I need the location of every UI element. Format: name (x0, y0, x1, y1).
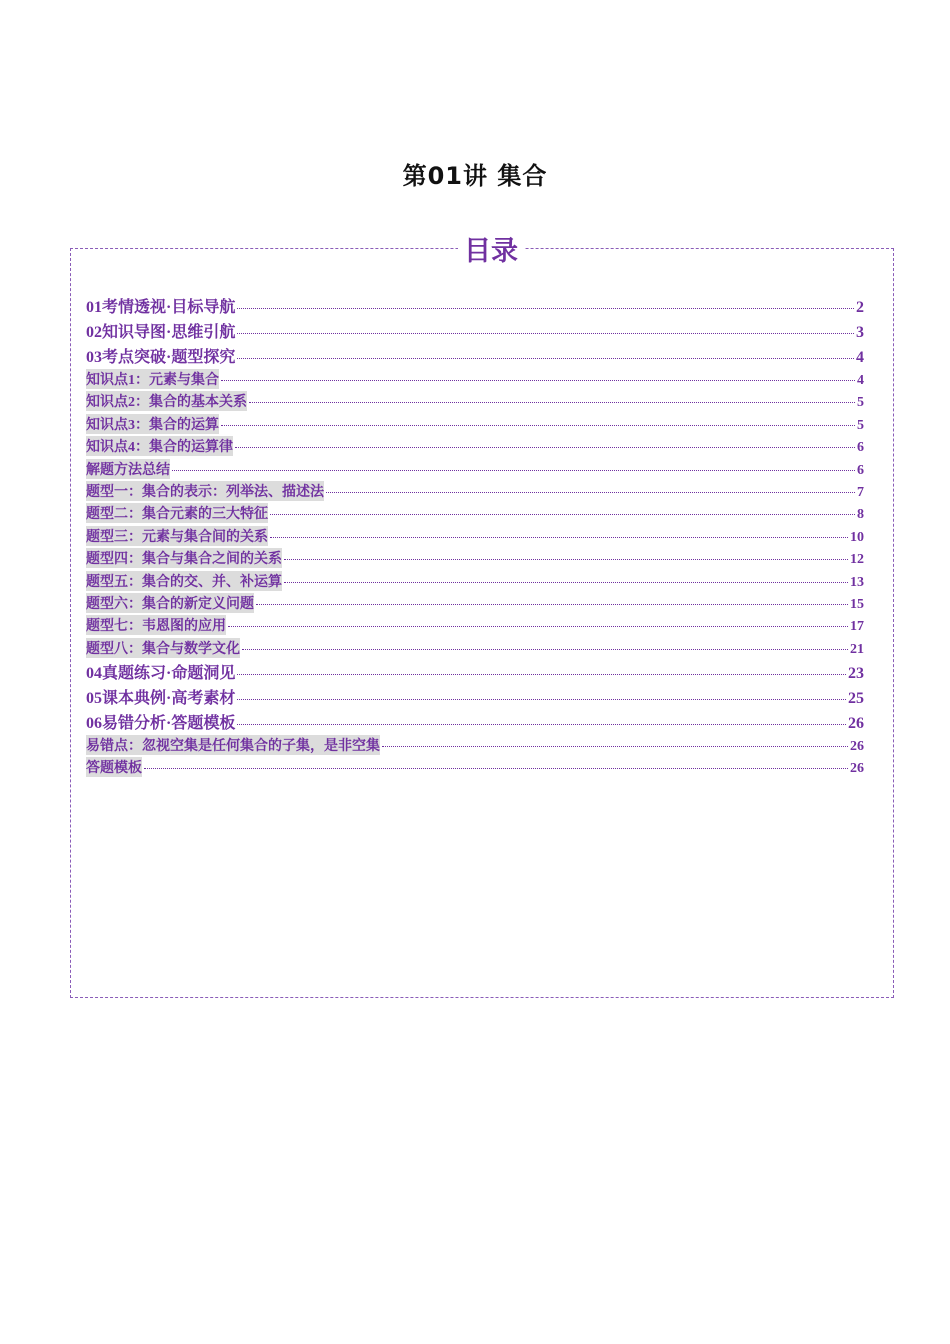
toc-entry-label[interactable]: 04真题练习·命题洞见 (86, 665, 236, 683)
toc-entry-label[interactable]: 题型五：集合的交、并、补运算 (86, 571, 282, 591)
toc-entry-page-number[interactable]: 13 (850, 574, 864, 590)
toc-dot-leader (326, 492, 855, 493)
toc-entry-label[interactable]: 知识点2：集合的基本关系 (86, 391, 247, 411)
toc-heading-text: 目录 (458, 236, 524, 267)
toc-entry-label[interactable]: 易错点：忽视空集是任何集合的子集，是非空集 (86, 735, 380, 755)
toc-entry-page-number[interactable]: 8 (857, 507, 864, 523)
toc-dot-leader (284, 559, 848, 560)
toc-entry[interactable] (86, 571, 864, 593)
toc-entry[interactable] (86, 685, 864, 710)
toc-entry-page-number[interactable]: 7 (857, 484, 864, 500)
toc-entry-page-number[interactable]: 10 (850, 529, 864, 545)
toc-entry[interactable] (86, 414, 864, 436)
toc-entry-label[interactable]: 题型六：集合的新定义问题 (86, 593, 254, 613)
toc-entry-page-number[interactable]: 26 (850, 739, 864, 755)
toc-dot-leader (237, 674, 846, 675)
toc-entry[interactable] (86, 344, 864, 369)
toc-entry-page-number[interactable]: 4 (856, 349, 864, 366)
toc-entry[interactable] (86, 735, 864, 757)
toc-dot-leader (270, 514, 855, 515)
toc-entry-label[interactable]: 题型四：集合与集合之间的关系 (86, 548, 282, 568)
toc-dot-leader (237, 333, 854, 334)
toc-entry-page-number[interactable]: 26 (850, 761, 864, 777)
toc-entry[interactable] (86, 436, 864, 458)
toc-entry-page-number[interactable]: 5 (857, 395, 864, 411)
toc-entry[interactable] (86, 526, 864, 548)
toc-heading (0, 234, 950, 270)
toc-entry[interactable] (86, 503, 864, 525)
toc-dot-leader (270, 537, 848, 538)
toc-list (86, 294, 864, 780)
toc-entry-page-number[interactable]: 23 (848, 665, 864, 683)
toc-entry-label[interactable]: 知识点1：元素与集合 (86, 369, 219, 389)
toc-dot-leader (237, 358, 854, 359)
toc-dot-leader (172, 470, 855, 471)
toc-entry-label[interactable]: 03考点突破·题型探究 (86, 349, 236, 366)
toc-dot-leader (249, 402, 855, 403)
toc-entry-label[interactable]: 02知识导图·思维引航 (86, 324, 236, 341)
toc-dot-leader (242, 649, 848, 650)
toc-entry[interactable] (86, 615, 864, 637)
toc-dot-leader (256, 604, 848, 605)
toc-entry-page-number[interactable]: 21 (850, 641, 864, 657)
toc-dot-leader (235, 447, 855, 448)
toc-entry-page-number[interactable]: 15 (850, 596, 864, 612)
toc-entry-page-number[interactable]: 6 (857, 440, 864, 456)
toc-dot-leader (382, 746, 848, 747)
toc-entry[interactable] (86, 459, 864, 481)
toc-entry-label[interactable]: 05课本典例·高考素材 (86, 690, 236, 708)
toc-entry-label[interactable]: 06易错分析·答题模板 (86, 715, 236, 733)
toc-dot-leader (144, 768, 848, 769)
toc-dot-leader (221, 425, 855, 426)
toc-entry[interactable] (86, 660, 864, 685)
toc-dot-leader (284, 582, 848, 583)
toc-entry-label[interactable]: 知识点4：集合的运算律 (86, 436, 233, 456)
toc-entry-label[interactable]: 题型二：集合元素的三大特征 (86, 503, 268, 523)
document-title: 第01讲 集合 (402, 162, 548, 190)
toc-entry[interactable] (86, 548, 864, 570)
toc-entry-page-number[interactable]: 12 (850, 552, 864, 568)
toc-entry[interactable] (86, 391, 864, 413)
toc-entry-page-number[interactable]: 17 (850, 619, 864, 635)
toc-dot-leader (237, 308, 854, 309)
toc-entry-page-number[interactable]: 26 (848, 715, 864, 733)
toc-entry-page-number[interactable]: 3 (856, 324, 864, 341)
toc-entry[interactable] (86, 369, 864, 391)
toc-entry-label[interactable]: 题型七：韦恩图的应用 (86, 615, 226, 635)
toc-entry-page-number[interactable]: 6 (857, 462, 864, 478)
toc-dot-leader (221, 380, 855, 381)
toc-entry-page-number[interactable]: 2 (856, 299, 864, 316)
toc-entry[interactable] (86, 710, 864, 735)
toc-dot-leader (228, 626, 848, 627)
toc-entry-label[interactable]: 知识点3：集合的运算 (86, 414, 219, 434)
toc-entry[interactable] (86, 481, 864, 503)
toc-entry[interactable] (86, 638, 864, 660)
toc-entry-label[interactable]: 解题方法总结 (86, 459, 170, 479)
toc-dot-leader (237, 699, 846, 700)
toc-entry-label[interactable]: 题型八：集合与数学文化 (86, 638, 240, 658)
toc-entry-page-number[interactable]: 4 (857, 373, 864, 388)
toc-entry-label[interactable]: 题型三：元素与集合间的关系 (86, 526, 268, 546)
toc-entry-page-number[interactable]: 5 (857, 417, 864, 433)
toc-entry[interactable] (86, 319, 864, 344)
toc-entry-label[interactable]: 01考情透视·目标导航 (86, 299, 236, 316)
toc-entry-page-number[interactable]: 25 (848, 690, 864, 708)
toc-entry[interactable] (86, 294, 864, 319)
toc-dot-leader (237, 724, 846, 725)
toc-entry-label[interactable]: 答题模板 (86, 757, 142, 777)
toc-entry[interactable] (86, 757, 864, 779)
toc-entry-label[interactable]: 题型一：集合的表示：列举法、描述法 (86, 481, 324, 501)
toc-entry[interactable] (86, 593, 864, 615)
